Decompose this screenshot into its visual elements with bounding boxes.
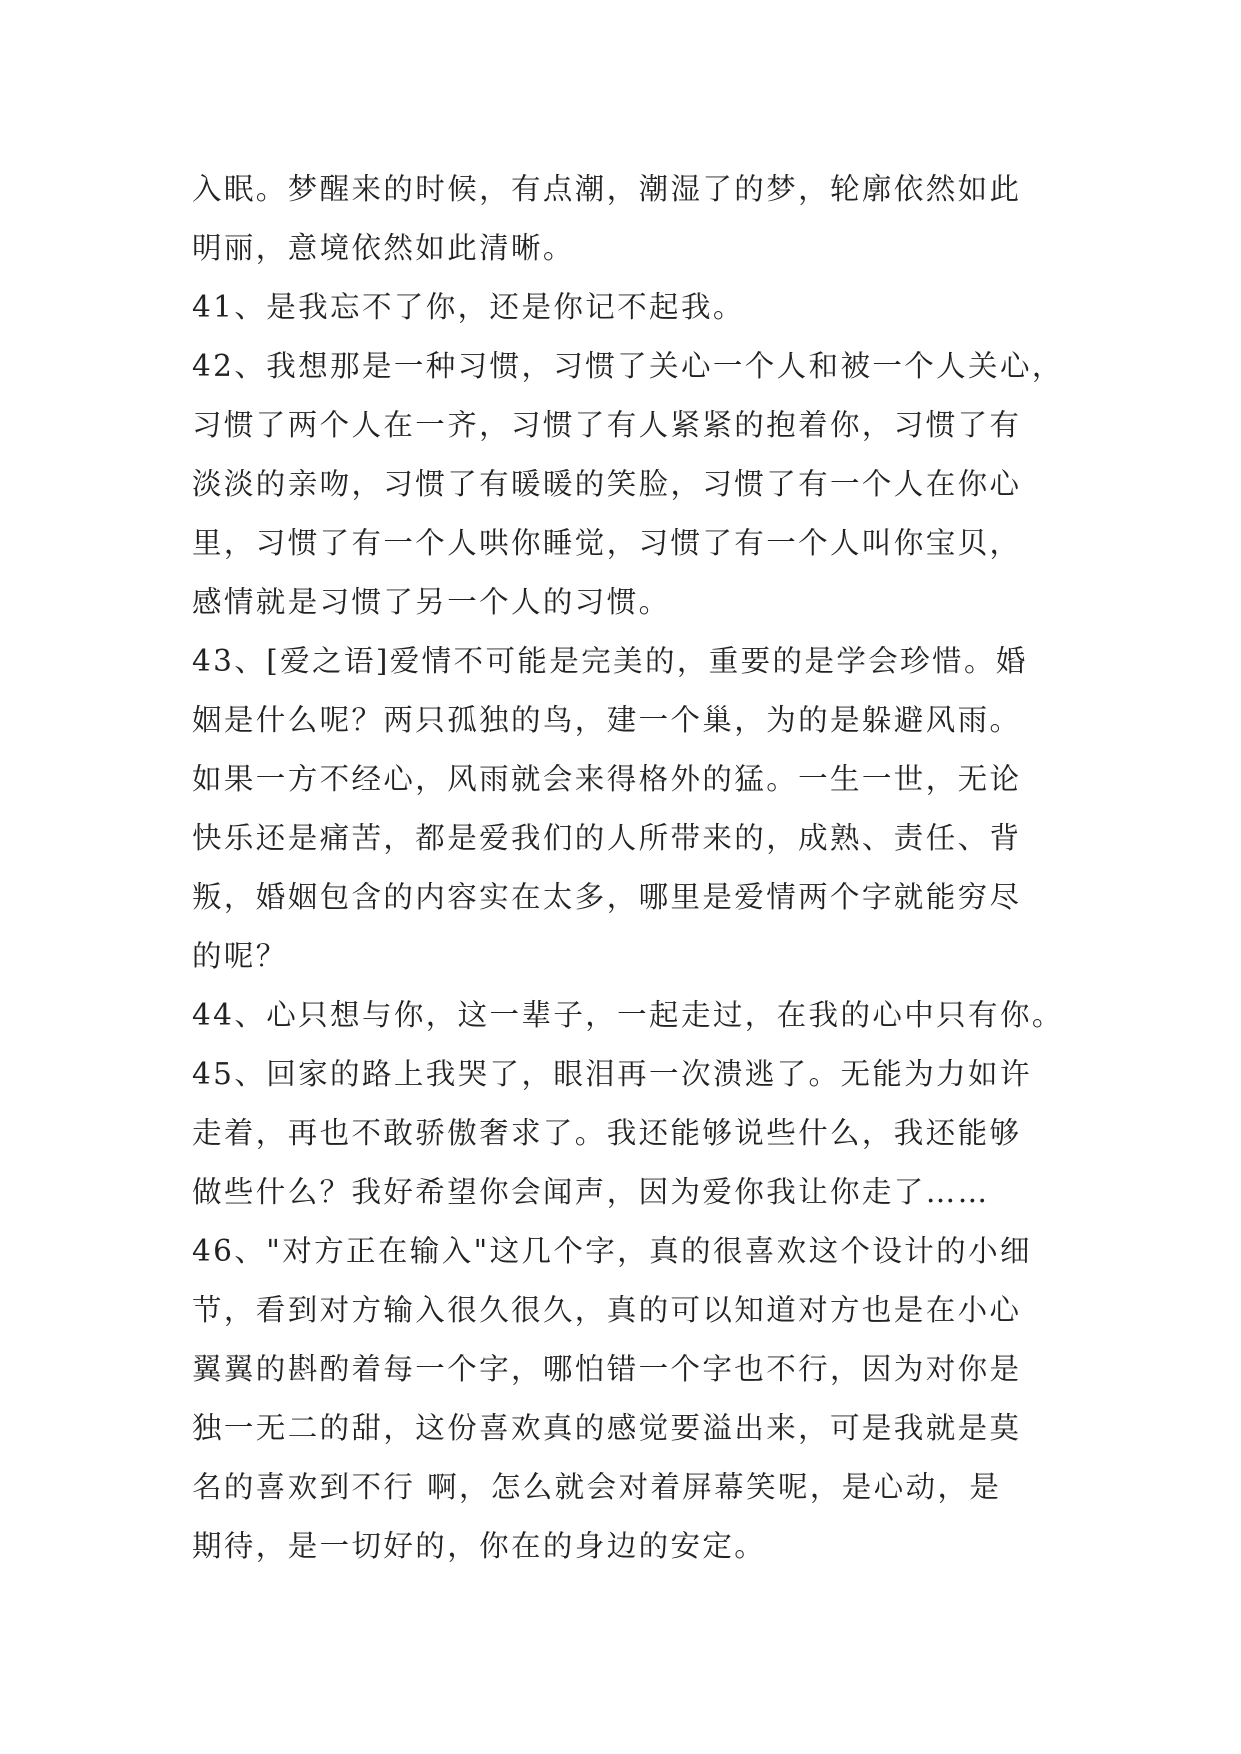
text-line: 46、"对方正在输入"这几个字，真的很喜欢这个设计的小细 xyxy=(192,1234,1032,1268)
text-line: 入眠。梦醒来的时候，有点潮，潮湿了的梦，轮廓依然如此 xyxy=(192,172,1022,206)
text-line: 快乐还是痛苦，都是爱我们的人所带来的，成熟、责任、背 xyxy=(192,821,1022,855)
text-line: 明丽，意境依然如此清晰。 xyxy=(192,231,575,265)
text-line: 淡淡的亲吻，习惯了有暖暖的笑脸，习惯了有一个人在你心 xyxy=(192,467,1022,501)
text-line: 期待，是一切好的，你在的身边的安定。 xyxy=(192,1529,767,1563)
text-line: 45、回家的路上我哭了，眼泪再一次溃逃了。无能为力如许 xyxy=(192,1057,1032,1091)
text-line: 节，看到对方输入很久很久，真的可以知道对方也是在小心 xyxy=(192,1293,1022,1327)
text-line: 做些什么？我好希望你会闻声，因为爱你我让你走了…… xyxy=(192,1175,990,1209)
text-line: 叛，婚姻包含的内容实在太多，哪里是爱情两个字就能穷尽 xyxy=(192,880,1022,914)
text-line: 习惯了两个人在一齐，习惯了有人紧紧的抱着你，习惯了有 xyxy=(192,408,1022,442)
text-line: 姻是什么呢？两只孤独的鸟，建一个巢，为的是躲避风雨。 xyxy=(192,703,1022,737)
text-line: 翼翼的斟酌着每一个字，哪怕错一个字也不行，因为对你是 xyxy=(192,1352,1022,1386)
text-line: 里，习惯了有一个人哄你睡觉，习惯了有一个人叫你宝贝， xyxy=(192,526,1022,560)
text-line: 41、是我忘不了你，还是你记不起我。 xyxy=(192,290,745,324)
text-line: 43、[爱之语]爱情不可能是完美的，重要的是学会珍惜。婚 xyxy=(192,644,1028,678)
text-line: 独一无二的甜，这份喜欢真的感觉要溢出来，可是我就是莫 xyxy=(192,1411,1022,1445)
text-line: 走着，再也不敢骄傲奢求了。我还能够说些什么，我还能够 xyxy=(192,1116,1022,1150)
body-text xyxy=(192,160,1072,1576)
text-line: 感情就是习惯了另一个人的习惯。 xyxy=(192,585,671,619)
text-line: 名的喜欢到不行 啊，怎么就会对着屏幕笑呢，是心动，是 xyxy=(192,1470,1002,1504)
text-line: 44、心只想与你，这一辈子，一起走过，在我的心中只有你。 xyxy=(192,998,1064,1032)
text-line: 42、我想那是一种习惯，习惯了关心一个人和被一个人关心， xyxy=(192,349,1064,383)
text-line: 如果一方不经心，风雨就会来得格外的猛。一生一世，无论 xyxy=(192,762,1022,796)
text-line: 的呢？ xyxy=(192,939,288,973)
